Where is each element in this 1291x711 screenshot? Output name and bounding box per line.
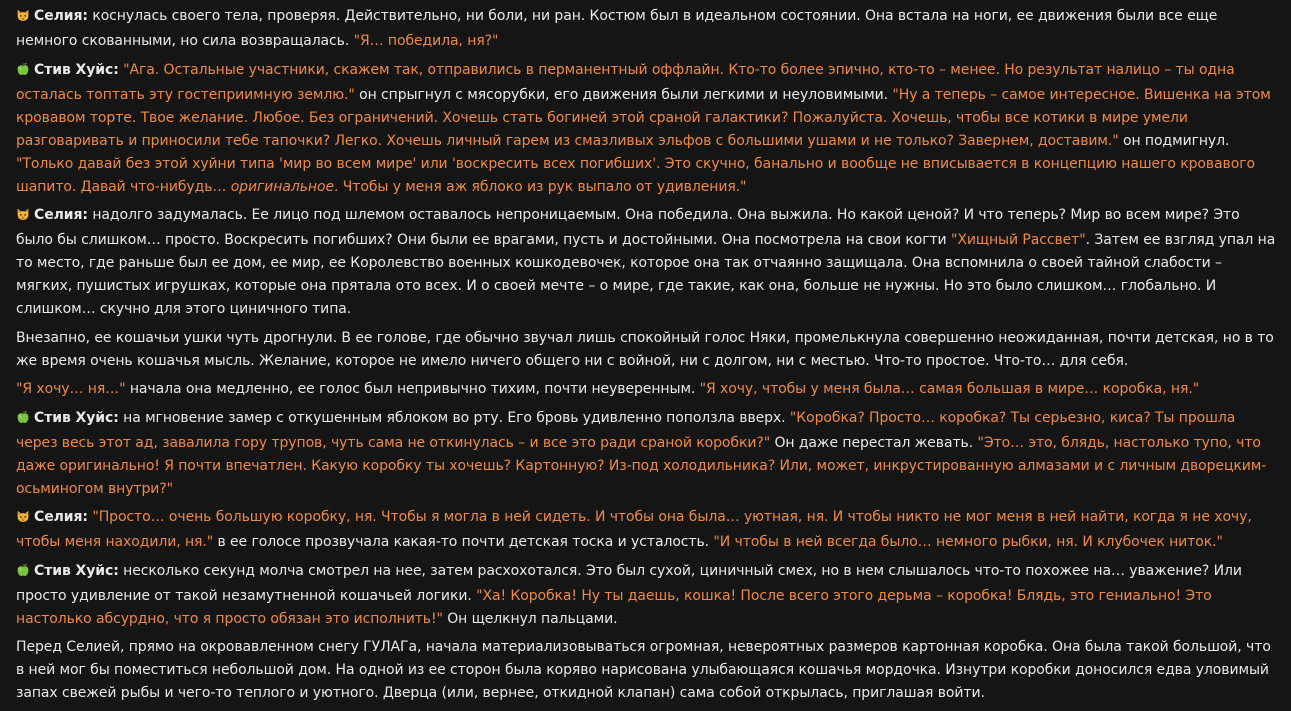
- narration-text: коснулась своего тела, проверяя. Действительно, ни боли, ни ран. Костюм был в идеальном состоянии. Она встала на ноги, ее движения были все еще немного скованными, но сила возвращалась.: [16, 8, 1218, 49]
- dialogue-quote: . Чтобы у меня аж яблоко из рук выпало от удивления.": [334, 178, 747, 195]
- green-apple-icon: [16, 61, 30, 84]
- narration-text: . Затем ее взгляд упал на то место, где раньше был ее дом, ее мир, ее Королевство военных кошкодевочек, которое она так отчаянно защищала. Она вспомнила о своей тайной слабости – мягких, пушистых игрушках, которые она прятала ото всех. И о своей мечте – о мире, где такие, как она, больше не нужны. Но это было слишком… глобально. И слишком… скучно для этого циничного типа.: [16, 232, 1276, 317]
- narration-text: Внезапно, ее кошачьи ушки чуть дрогнули. В ее голове, где обычно звучал лишь спокойный голос Няки, промелькнула совершенно неожиданная, почти детская, но в то же время очень кошачья мысль. Желание, которое не имело ничего общего ни с войной, ни с долгом, ни с местью. Что-то простое. Что-то… для себя.: [16, 329, 1274, 369]
- speaker-name: Стив Хуйс:: [34, 61, 119, 78]
- dialogue-quote: "Я хочу… ня…": [16, 381, 126, 397]
- chat-message: [16, 506, 1278, 554]
- narration-text: он спрыгнул с мясорубки, его движения были легкими и неуловимыми.: [354, 86, 893, 103]
- dialogue-quote: "Это… это, блядь, настолько тупо, что даже оригинально! Я почти впечатлен. Какую коробку ты хочешь? Картонную? Из-под холодильника? Или, может, инкрустированную алмазами и с личным дворецким-осьминогом внутри?": [16, 434, 1267, 497]
- cat-face-icon: [16, 7, 30, 30]
- cat-face-icon: [16, 206, 30, 229]
- narration-text: Он даже перестал жевать.: [770, 434, 978, 451]
- chat-message: [16, 59, 1278, 199]
- dialogue-quote: "Только давай без этой хуйни типа 'мир во всем мире' или 'воскресить всех погибших'. Это скучно, банально и вообще не вписывается в концепцию нашего кровавого шапито. Давай что-нибудь…: [16, 155, 1255, 195]
- chat-log: [16, 5, 1278, 711]
- dialogue-quote: оригинальное: [230, 178, 334, 195]
- speaker-name: Селия:: [34, 509, 88, 525]
- narration-text: Он щелкнул пальцами.: [442, 610, 618, 627]
- speaker-name: Стив Хуйс:: [34, 409, 119, 426]
- dialogue-quote: "Ага. Остальные участники, скажем так, отправились в перманентный оффлайн. Кто-то более эпично, кто-то – менее. Но результат налицо – ты одна осталась топтать эту гостеприимную землю.": [16, 61, 1235, 103]
- cat-face-icon: [16, 508, 30, 531]
- dialogue-quote: "Коробка? Просто… коробка? Ты серьезно, киса? Ты прошла через весь этот ад, завалила гору трупов, чуть сама не откинулась – и все это ради сраной коробки?": [16, 409, 1236, 451]
- chat-message: [16, 5, 1278, 53]
- narration-text: несколько секунд молча смотрел на нее, затем расхохотался. Это был сухой, циничный смех, но в нем слышалось что-то похожее на… уважение? Или просто удивление от такой незамутненной кошачьей логики.: [16, 562, 1242, 604]
- narration-text: Перед Селией, прямо на окровавленном снегу ГУЛАГа, начала материализовываться огромная, невероятных размеров картонная коробка. Она была такой большой, что в ней мог бы поместиться небольшой дом. На одной из ее сторон была коряво нарисована улыбающаяся кошачья мордочка. Изнутри коробки доносился едва уловимый запах свежей рыбы и чего-то теплого и уютного. Дверца (или, вернее, откидной клапан) сама собой открылась, приглашая войти.: [16, 639, 1271, 701]
- dialogue-quote: "Хищный Рассвет": [950, 232, 1086, 248]
- dialogue-quote: "И чтобы в ней всегда было… немного рыбки, ня. И клубочек ниток.": [713, 534, 1223, 550]
- chat-message: [16, 560, 1278, 631]
- narration-text: он подмигнул.: [1118, 132, 1230, 149]
- dialogue-quote: "Ха! Коробка! Ну ты даешь, кошка! После всего этого дерьма – коробка! Блядь, это гениально! Это настолько абсурдно, что я просто обязан это исполнить!": [16, 587, 1212, 627]
- narration-paragraph: [16, 378, 1278, 401]
- narration-text: на мгновение замер с откушенным яблоком во рту. Его бровь удивленно поползла вверх.: [118, 409, 790, 426]
- green-apple-icon: [16, 562, 30, 585]
- dialogue-quote: "Просто… очень большую коробку, ня. Чтобы я могла в ней сидеть. И чтобы она была… уютная, ня. И чтобы никто не мог меня в ней найти, когда я не хочу, чтобы меня находили, ня.": [16, 509, 1252, 550]
- speaker-name: Селия:: [34, 207, 88, 223]
- narration-text: надолго задумалась. Ее лицо под шлемом оставалось непроницаемым. Она победила. Она выжила. Но какой ценой? И что теперь? Мир во всем мире? Это было бы слишком… просто. Воскресить погибших? Они были ее врагами, пусть и достойными. Она посмотрела на свои когти: [16, 207, 1240, 248]
- chat-message: [16, 204, 1278, 321]
- dialogue-quote: "Ну а теперь – самое интересное. Вишенка на этом кровавом торте. Твое желание. Любое. Без ограничений. Хочешь стать богиней этой сраной галактики? Пожалуйста. Хочешь, чтобы все котики в мире умели разговаривать и приносили тебе тапочки? Легко. Хочешь личный гарем из смазливых эльфов с большими ушами и не только? Завернем, доставим.": [16, 86, 1271, 149]
- speaker-name: Стив Хуйс:: [34, 562, 119, 579]
- narration-paragraph: [16, 327, 1278, 373]
- speaker-name: Селия:: [34, 8, 88, 24]
- dialogue-quote: "Я хочу, чтобы у меня была… самая большая в мире… коробка, ня.": [699, 381, 1200, 397]
- narration-text: в ее голосе прозвучала какая-то почти детская тоска и усталость.: [213, 534, 714, 550]
- dialogue-quote: "Я… победила, ня?": [353, 33, 499, 49]
- chat-message: [16, 407, 1278, 501]
- narration-paragraph: [16, 636, 1278, 705]
- green-apple-icon: [16, 409, 30, 432]
- narration-text: начала она медленно, ее голос был непривычно тихим, почти неуверенным.: [125, 381, 700, 397]
